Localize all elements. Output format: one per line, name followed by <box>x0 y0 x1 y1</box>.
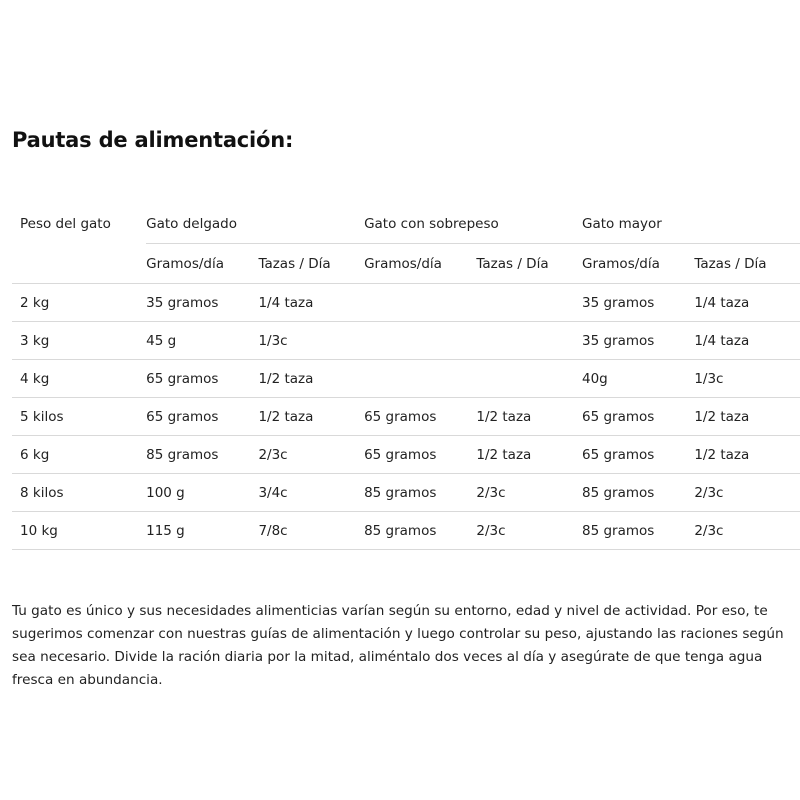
weight-cell: 4 kg <box>12 360 146 398</box>
senior-cups-cell: 1/4 taza <box>694 322 800 360</box>
senior-cups-cell: 2/3c <box>694 512 800 550</box>
overweight-cups-cell: 2/3c <box>476 474 582 512</box>
weight-cell: 8 kilos <box>12 474 146 512</box>
weight-header: Peso del gato <box>20 216 111 233</box>
subheader-thin-cups: Tazas / Día <box>258 244 364 284</box>
feeding-note-paragraph: Tu gato es único y sus necesidades alimenticias varían según su entorno, edad y nivel de actividad. Por eso, te sugerimos comenzar con nuestras guías de alimentación y luego controlar su peso, ajustando las raciones según sea necesario. Divide la ración diaria por la mitad, aliméntalo dos veces al día y asegúrate de que tenga agua fresca en abundancia. <box>12 603 784 688</box>
overweight-grams-cell <box>364 322 476 360</box>
table-row <box>12 398 800 436</box>
thin-cups-cell: 7/8c <box>258 512 364 550</box>
table-row <box>12 284 800 322</box>
subheader-senior-grams: Gramos/día <box>582 244 694 284</box>
overweight-cups-cell: 2/3c <box>476 512 582 550</box>
thin-cups-cell: 1/4 taza <box>258 284 364 322</box>
senior-cups-cell: 2/3c <box>694 474 800 512</box>
group-header-row <box>12 205 800 244</box>
feeding-table <box>12 205 800 550</box>
senior-cups-cell: 1/2 taza <box>694 436 800 474</box>
table-row <box>12 360 800 398</box>
overweight-grams-cell <box>364 284 476 322</box>
overweight-cups-cell: 1/2 taza <box>476 436 582 474</box>
group-header-overweight: Gato con sobrepeso <box>364 205 582 244</box>
thin-grams-cell: 100 g <box>146 474 258 512</box>
table-row <box>12 322 800 360</box>
thin-cups-cell: 3/4c <box>258 474 364 512</box>
thin-grams-cell: 45 g <box>146 322 258 360</box>
overweight-grams-cell: 85 gramos <box>364 474 476 512</box>
overweight-cups-cell <box>476 284 582 322</box>
overweight-grams-cell: 65 gramos <box>364 398 476 436</box>
thin-cups-cell: 1/2 taza <box>258 360 364 398</box>
weight-cell: 2 kg <box>12 284 146 322</box>
senior-cups-cell: 1/4 taza <box>694 284 800 322</box>
subheader-thin-grams: Gramos/día <box>146 244 258 284</box>
subheader-overweight-grams: Gramos/día <box>364 244 476 284</box>
overweight-cups-cell <box>476 322 582 360</box>
overweight-grams-cell <box>364 360 476 398</box>
senior-cups-cell: 1/2 taza <box>694 398 800 436</box>
thin-cups-cell: 1/3c <box>258 322 364 360</box>
thin-cups-cell: 2/3c <box>258 436 364 474</box>
weight-cell: 10 kg <box>12 512 146 550</box>
thin-grams-cell: 115 g <box>146 512 258 550</box>
table-row <box>12 436 800 474</box>
page-title: Pautas de alimentación: <box>12 128 294 152</box>
senior-grams-cell: 35 gramos <box>582 322 694 360</box>
senior-grams-cell: 85 gramos <box>582 474 694 512</box>
overweight-grams-cell: 85 gramos <box>364 512 476 550</box>
senior-grams-cell: 40g <box>582 360 694 398</box>
thin-grams-cell: 65 gramos <box>146 360 258 398</box>
overweight-grams-cell: 65 gramos <box>364 436 476 474</box>
weight-cell: 5 kilos <box>12 398 146 436</box>
senior-grams-cell: 65 gramos <box>582 398 694 436</box>
subheader-row <box>12 244 800 284</box>
senior-cups-cell: 1/3c <box>694 360 800 398</box>
weight-subheader-empty <box>12 244 146 284</box>
senior-grams-cell: 85 gramos <box>582 512 694 550</box>
subheader-overweight-cups: Tazas / Día <box>476 244 582 284</box>
overweight-cups-cell <box>476 360 582 398</box>
thin-cups-cell: 1/2 taza <box>258 398 364 436</box>
table-row <box>12 474 800 512</box>
thin-grams-cell: 85 gramos <box>146 436 258 474</box>
weight-cell: 6 kg <box>12 436 146 474</box>
senior-grams-cell: 35 gramos <box>582 284 694 322</box>
group-header-senior: Gato mayor <box>582 205 800 244</box>
overweight-cups-cell: 1/2 taza <box>476 398 582 436</box>
thin-grams-cell: 35 gramos <box>146 284 258 322</box>
senior-grams-cell: 65 gramos <box>582 436 694 474</box>
group-header-thin: Gato delgado <box>146 205 364 244</box>
table-row <box>12 512 800 550</box>
thin-grams-cell: 65 gramos <box>146 398 258 436</box>
weight-cell: 3 kg <box>12 322 146 360</box>
subheader-senior-cups: Tazas / Día <box>694 244 800 284</box>
